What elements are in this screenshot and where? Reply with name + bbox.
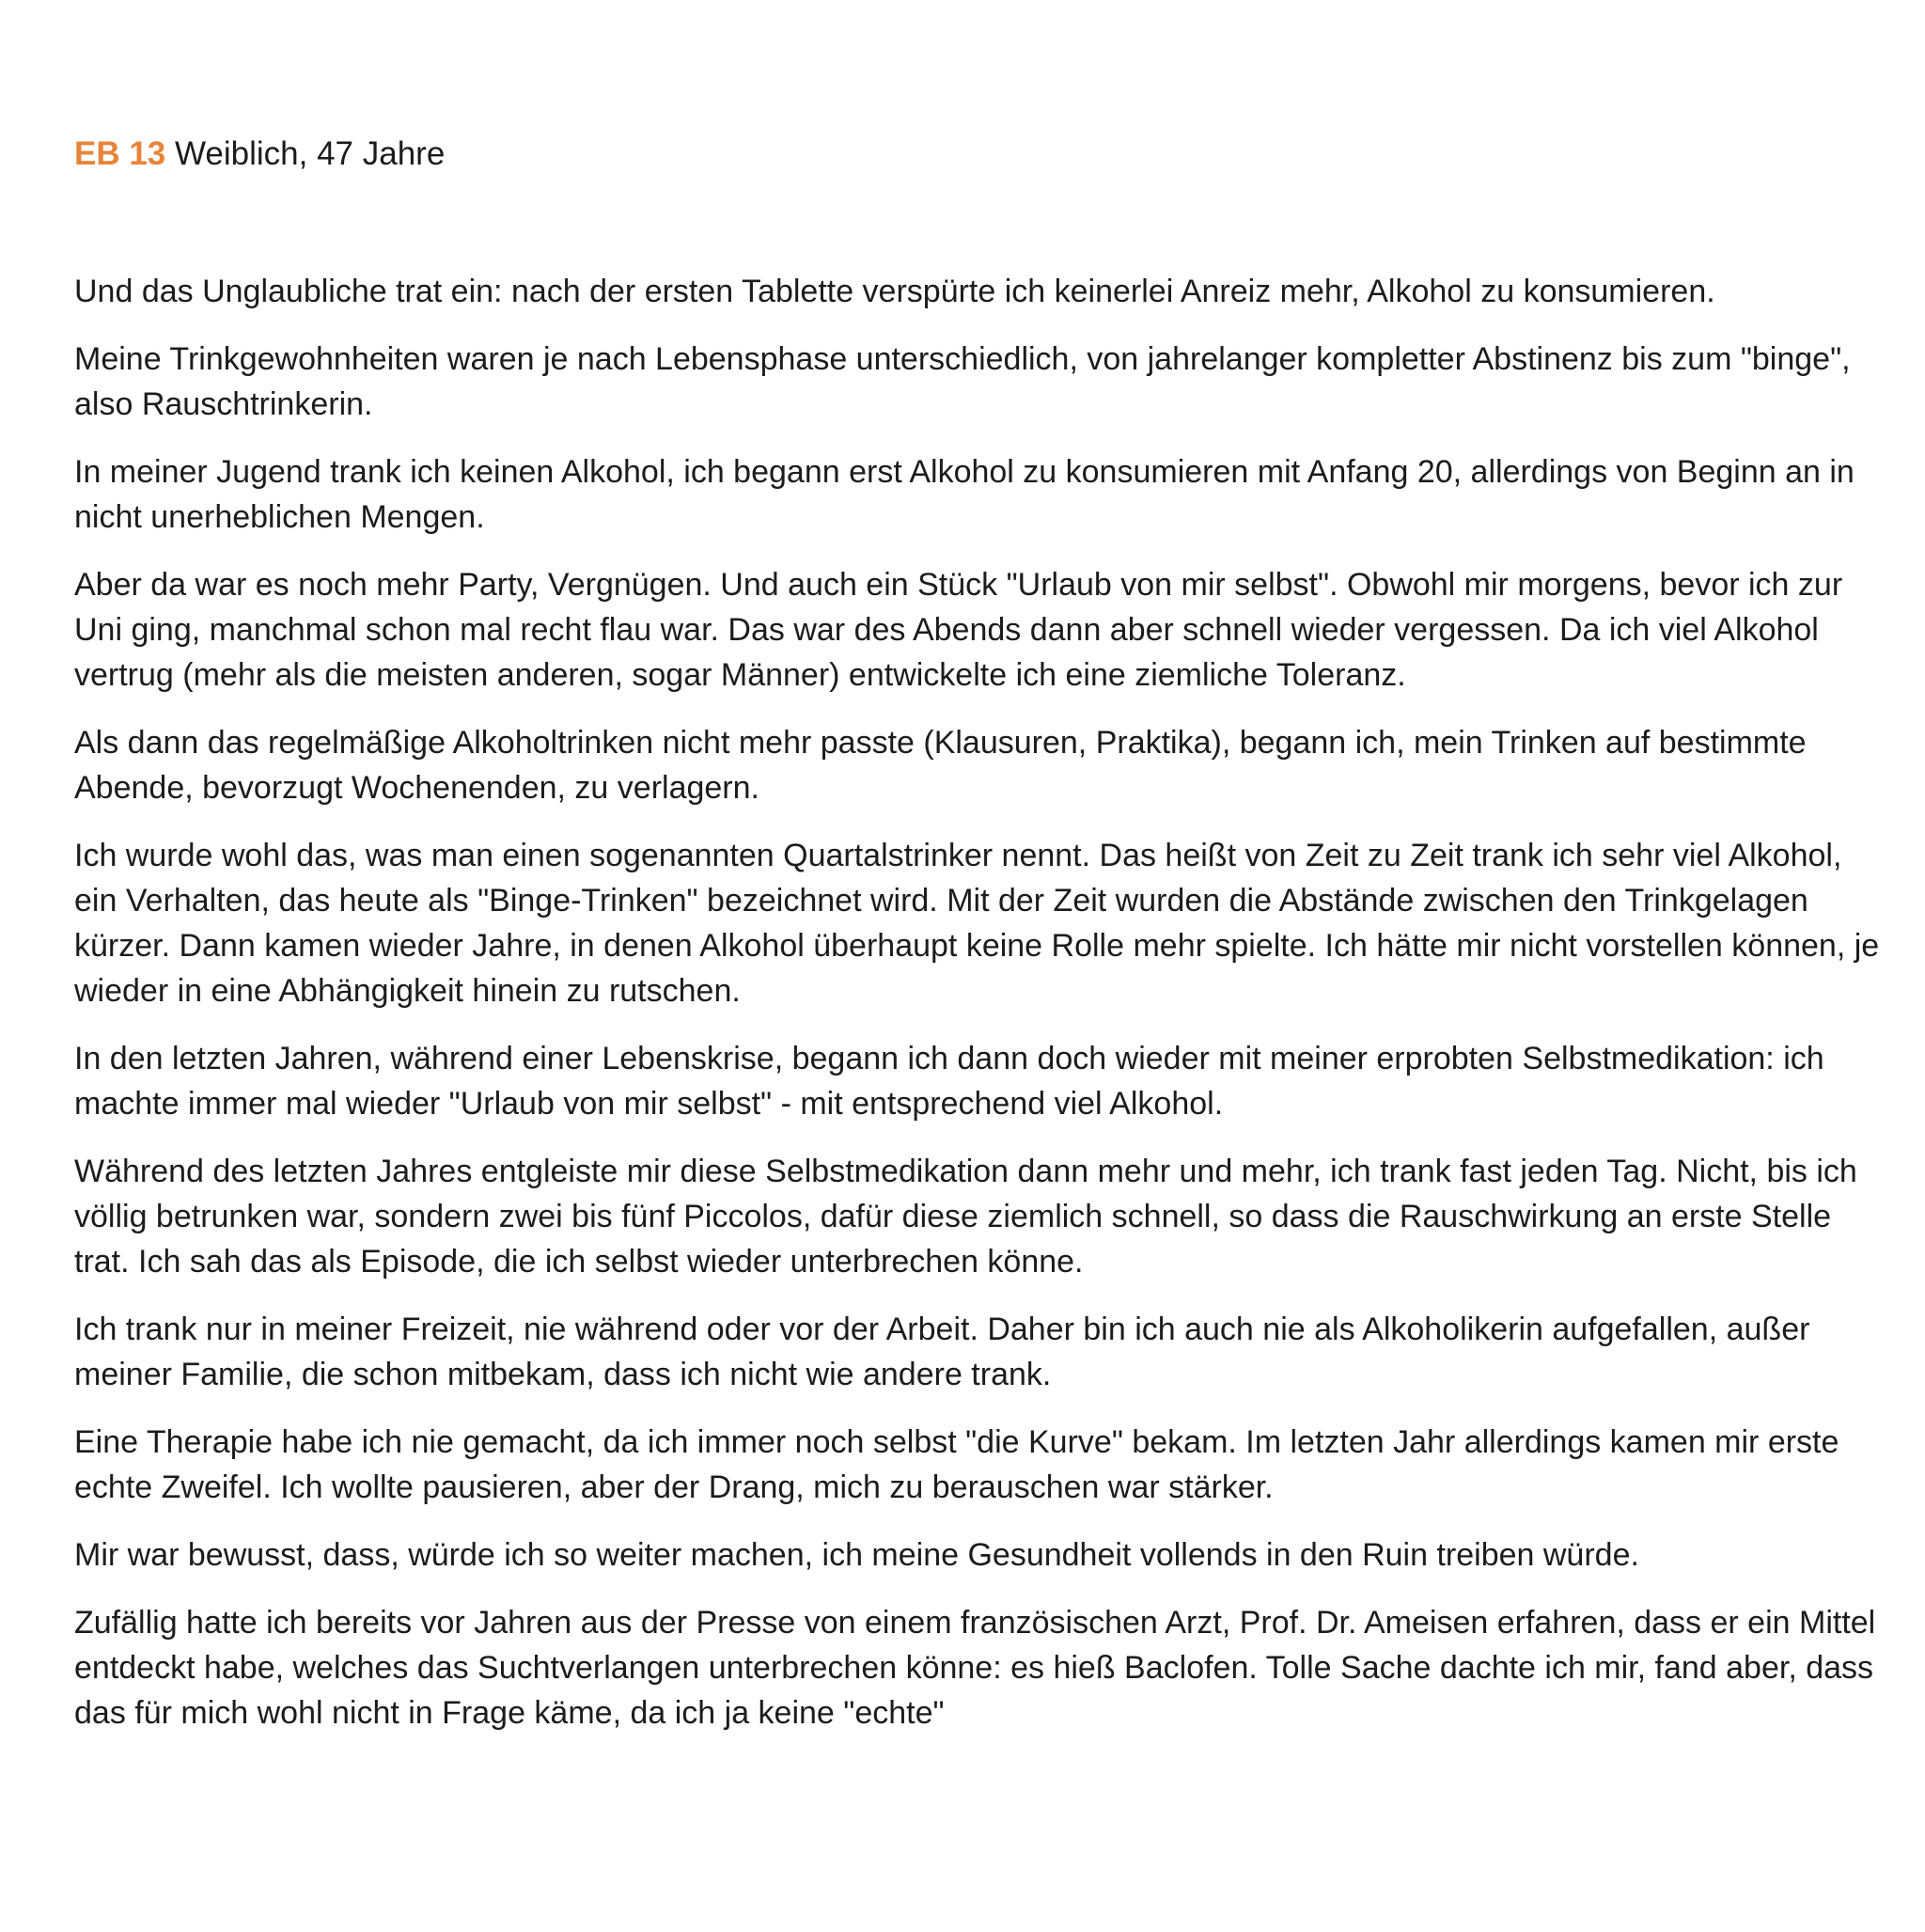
paragraph-6: Ich wurde wohl das, was man einen sogenannten Quartalstrinker nennt. Das heißt von Zeit zu Zeit trank ich sehr viel Alkohol, ein Verhalten, das heute als "Binge-Trinken" bezeichnet wird. Mit der Zeit wurden die Abstände zwischen den Trinkgelagen kürzer. Dann kamen wieder Jahre, in denen Alkohol überhaupt keine Rolle mehr spielte. Ich hätte mir nicht vorstellen können, je wieder in eine Abhängigkeit hinein zu rutschen. [74,838,1880,1009]
entry-code: EB 13 [74,135,166,172]
paragraph-8: Während des letzten Jahres entgleiste mir diese Selbstmedikation dann mehr und mehr, ich trank fast jeden Tag. Nicht, bis ich völlig betrunken war, sondern zwei bis fünf Piccolos, dafür diese ziemlich schnell, so dass die Rauschwirkung an erste Stelle trat. Ich sah das als Episode, die ich selbst wieder unterbrechen könne. [74,1154,1857,1280]
entry-heading [74,132,445,177]
paragraph-2: Meine Trinkgewohnheiten waren je nach Lebensphase unterschiedlich, von jahrelanger kompletter Abstinenz bis zum "binge", also Rauschtrinkerin. [74,341,1851,422]
paragraph-7: In den letzten Jahren, während einer Lebenskrise, begann ich dann doch wieder mit meiner erprobten Selbstmedikation: ich machte immer mal wieder "Urlaub von mir selbst" - mit entsprechend viel Alkohol. [74,1041,1824,1122]
paragraph-9: Ich trank nur in meiner Freizeit, nie während oder vor der Arbeit. Daher bin ich auch nie als Alkoholikerin aufgefallen, außer meiner Familie, die schon mitbekam, dass ich nicht wie andere trank. [74,1312,1810,1392]
paragraph-4: Aber da war es noch mehr Party, Vergnügen. Und auch ein Stück "Urlaub von mir selbst". Obwohl mir morgens, bevor ich zur Uni ging, manchmal schon mal recht flau war. Das war des Abends dann aber schnell wieder vergessen. Da ich viel Alkohol vertrug (mehr als die meisten anderen, sogar Männer) entwickelte ich eine ziemliche Toleranz. [74,567,1843,693]
paragraph-3: In meiner Jugend trank ich keinen Alkohol, ich begann erst Alkohol zu konsumieren mit Anfang 20, allerdings von Beginn an in nicht unerheblichen Mengen. [74,454,1855,535]
paragraph-12: Zufällig hatte ich bereits vor Jahren aus der Presse von einem französischen Arzt, Prof. Dr. Ameisen erfahren, dass er ein Mittel entdeckt habe, welches das Suchtverlangen unterbrechen könne: es hieß Baclofen. Tolle Sache dachte ich mir, fand aber, dass das für mich wohl nicht in Frage käme, da ich ja keine "echte" [74,1605,1876,1731]
testimonial-body [74,269,1888,1758]
paragraph-5: Als dann das regelmäßige Alkoholtrinken nicht mehr passte (Klausuren, Praktika), begann ich, mein Trinken auf bestimmte Abende, bevorzugt Wochenenden, zu verlagern. [74,725,1807,806]
entry-subtitle: Weiblich, 47 Jahre [175,135,446,172]
paragraph-1: Und das Unglaubliche trat ein: nach der ersten Tablette verspürte ich keinerlei Anreiz mehr, Alkohol zu konsumieren. [74,274,1715,309]
paragraph-11: Mir war bewusst, dass, würde ich so weiter machen, ich meine Gesundheit vollends in den Ruin treiben würde. [74,1537,1639,1573]
paragraph-10: Eine Therapie habe ich nie gemacht, da ich immer noch selbst "die Kurve" bekam. Im letzten Jahr allerdings kamen mir erste echte Zweifel. Ich wollte pausieren, aber der Drang, mich zu berauschen war stärker. [74,1424,1839,1505]
